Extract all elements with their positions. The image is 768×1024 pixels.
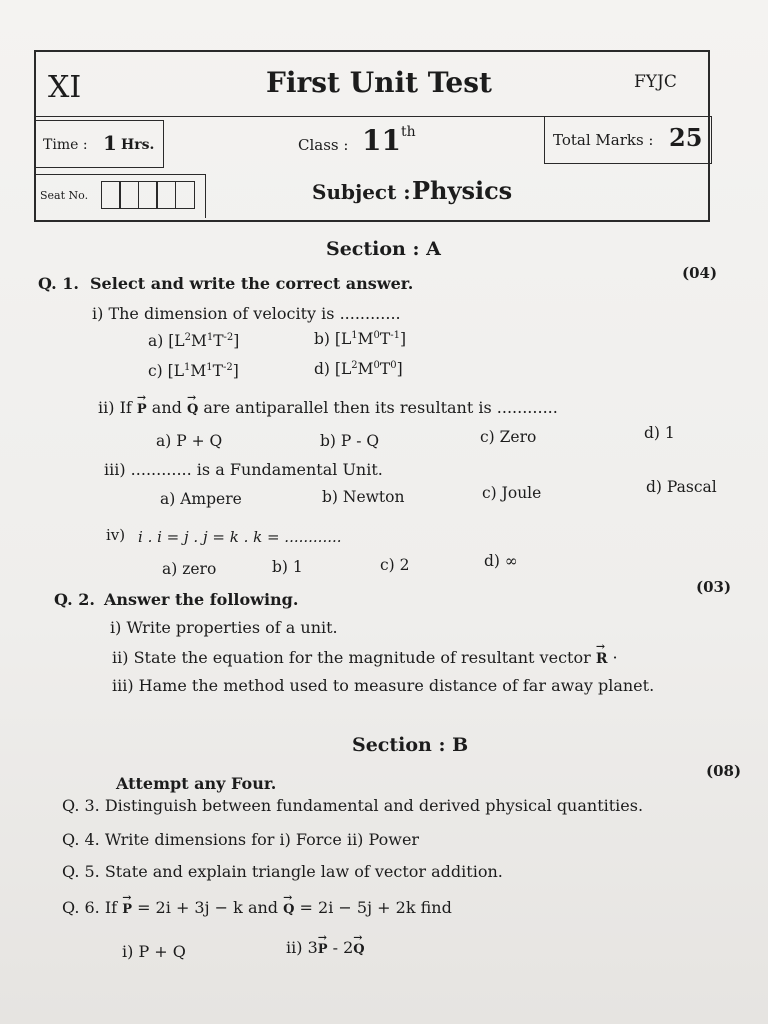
time-value: 1	[103, 131, 117, 155]
class-label: Class :	[298, 136, 349, 154]
q6-vector-p: → P	[122, 902, 132, 917]
q6-part-ii: ii) 3→ P - 2→ Q	[286, 938, 365, 957]
q1-i-option-b: b) $[L^1M^0T^{-1}]$	[314, 330, 407, 349]
section-b-instruction: Attempt any Four.	[116, 774, 277, 793]
header-row-subject	[36, 170, 708, 224]
time-label: Time :	[43, 137, 88, 153]
subject-value: Physics	[412, 176, 513, 205]
q1-iv-expression: i . i = j . j = k . k = ............	[138, 528, 342, 546]
q2-iii: iii) Hame the method used to measure distance of far away planet.	[112, 676, 655, 695]
subject-label: Subject :	[312, 180, 411, 204]
time-box	[34, 120, 164, 168]
q1-i-option-a: a) $[L^2M^1T^{-2}]$	[148, 332, 240, 351]
q1-iv-option-d: d) ∞	[484, 552, 518, 570]
header-box	[34, 50, 710, 222]
header-row-info	[36, 116, 708, 170]
q1-iv-prefix: iv)	[106, 526, 126, 544]
q1-ii-option-c: c) Zero	[480, 428, 537, 446]
total-marks-box	[544, 116, 712, 164]
q6-vector-q: → Q	[283, 902, 294, 917]
q1-iii-option-b: b) Newton	[322, 488, 405, 506]
q2-marks: (03)	[696, 578, 732, 596]
q1-iv-option-b: b) 1	[272, 558, 303, 576]
standard-label: XI	[48, 70, 82, 105]
seat-box	[34, 174, 206, 218]
q2-ii: ii) State the equation for the magnitude of resultant vector → R ·	[112, 648, 618, 667]
q1-ii-option-b: b) P - Q	[320, 432, 380, 450]
q1-iv-option-c: c) 2	[380, 556, 410, 574]
q5-text: Q. 5. State and explain triangle law of vector addition.	[62, 862, 503, 881]
vector-p: → P	[137, 402, 147, 417]
q6-text: Q. 6. If → P = 2i + 3j − k and → Q = 2i − 5j + 2k find	[62, 898, 452, 917]
q1-i-question: i) The dimension of velocity is ............	[92, 304, 401, 323]
q3-text: Q. 3. Distinguish between fundamental and derived physical quantities.	[62, 796, 644, 815]
q1-iii-option-d: d) Pascal	[646, 478, 717, 496]
class-value: 11th	[362, 124, 416, 157]
q1-iv-option-a: a) zero	[162, 560, 217, 578]
section-b-title: Section : B	[352, 734, 469, 756]
q2-heading: Answer the following.	[104, 590, 299, 609]
q1-i-option-c: c) $[L^1M^1T^{-2}]$	[148, 362, 239, 381]
q6-part-i: i) P + Q	[122, 942, 186, 961]
q1-ii-question: ii) If → P and → Q are antiparallel then its resultant is ............	[98, 398, 558, 417]
q2-number: Q. 2.	[54, 590, 95, 609]
q1-ii-option-d: d) 1	[644, 424, 675, 442]
q2-i: i) Write properties of a unit.	[110, 618, 338, 637]
q1-i-option-d: d) $[L^2M^0T^0]$	[314, 360, 403, 379]
q1-marks: (04)	[682, 264, 718, 282]
section-a-title: Section : A	[326, 238, 441, 260]
q1-iii-question: iii) ............ is a Fundamental Unit.	[104, 460, 383, 479]
exam-code: FYJC	[634, 72, 677, 92]
section-b-marks: (08)	[706, 762, 742, 780]
seat-number-cells[interactable]	[102, 181, 195, 209]
header-row-title	[36, 52, 708, 117]
seat-label: Seat No.	[40, 189, 89, 202]
time-unit: Hrs.	[121, 137, 155, 153]
exam-title: First Unit Test	[266, 66, 492, 99]
q1-iii-option-c: c) Joule	[482, 484, 542, 502]
q1-ii-option-a: a) P + Q	[156, 432, 223, 450]
total-marks-label: Total Marks :	[553, 131, 654, 149]
total-marks-value: 25	[669, 123, 703, 152]
q1-iii-option-a: a) Ampere	[160, 490, 242, 508]
q4-text: Q. 4. Write dimensions for i) Force ii) Power	[62, 830, 420, 849]
vector-r: → R	[596, 651, 608, 667]
vector-q: → Q	[187, 402, 198, 417]
q1-number: Q. 1.	[38, 274, 79, 293]
q1-heading: Select and write the correct answer.	[90, 274, 414, 293]
